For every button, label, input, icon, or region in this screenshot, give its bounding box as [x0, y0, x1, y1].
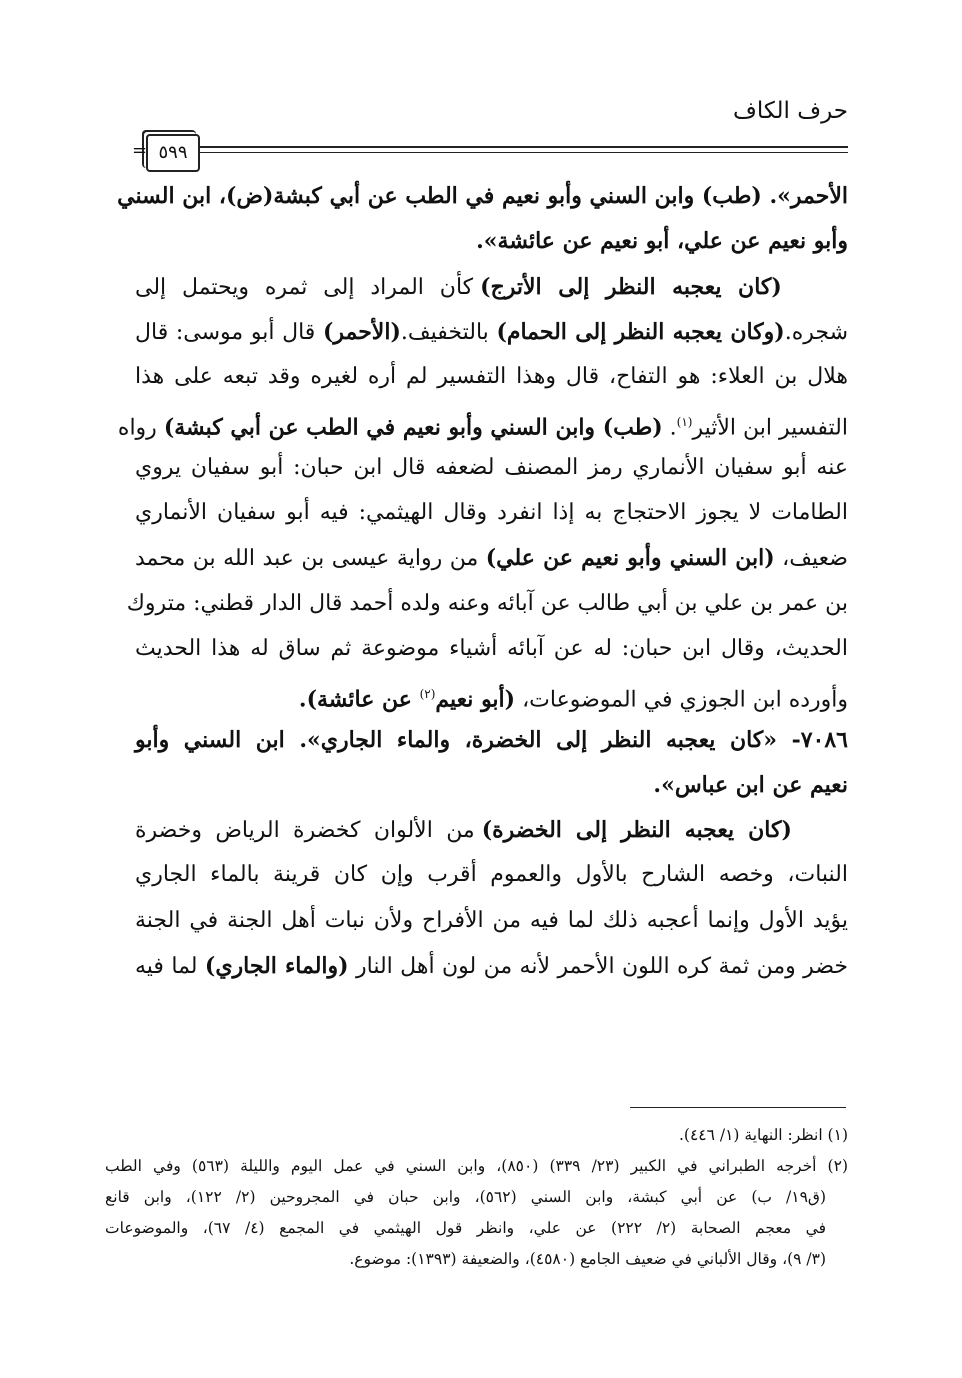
text-line: [135, 538, 848, 583]
footnote-line: (٢) أخرجه الطبراني في الكبير (٢٣/ ٣٣٩) (٨٥٠)، وابن السني في عمل اليوم والليلة (٥٦٣) وفي الطب: [105, 1157, 848, 1175]
footnote-line: في معجم الصحابة (٢/ ٢٢٢) عن علي، وانظر قول الهيثمي في المجمع (٤/ ٦٧)، والموضوعات: [105, 1219, 826, 1237]
text-segment: النبات، وخصه الشارح بالأول والعموم أقرب وإن كان قرينة بالماء الجاري: [135, 862, 848, 888]
bold-text: (والماء الجاري): [204, 953, 349, 980]
text-segment: قال أبو موسى: قال: [135, 319, 323, 345]
text-line: [135, 267, 848, 312]
text-segment: بالتخفيف.: [400, 319, 497, 345]
bold-text: (الأحمر): [322, 318, 401, 345]
text-segment: هلال بن العلاء: هو التفاح، قال وهذا التفسير لم أره لغيره وقد تبعه على هذا: [135, 364, 848, 390]
bold-text: (كان يعجبه النظر إلى الخضرة): [481, 817, 848, 844]
bold-text: (ابن السني وأبو نعيم عن علي): [485, 545, 775, 572]
bold-text: (كان يعجبه النظر إلى الأترج): [480, 273, 848, 300]
body-text: [117, 176, 848, 991]
text-line: [117, 176, 848, 221]
text-line: [126, 584, 848, 629]
text-line: [135, 448, 848, 493]
bold-text: (طب) وابن السني وأبو نعيم في الطب عن أبي كبشة): [163, 414, 663, 441]
bold-text: الأحمر». (طب) وابن السني وأبو نعيم في الطب عن أبي كبشة(ض)، ابن السني: [117, 183, 848, 209]
footnote-ref: (١): [676, 415, 693, 430]
text-segment: التفسير ابن الأثير: [692, 415, 848, 441]
bold-text: ٧٠٨٦- «كان يعجبه النظر إلى الخضرة، والماء الجاري». ابن السني وأبو: [135, 726, 848, 753]
text-line: [135, 629, 848, 674]
footnote-line: (ق١٩/ ب) عن أبي كبشة، وابن السني (٥٦٢)، وابن حبان في المجروحين (٢/ ١٢٢)، وابن قانع: [105, 1188, 826, 1206]
text-segment: من الألوان كخضرة الرياض وخضرة: [135, 818, 482, 844]
footnote-separator: [630, 1107, 846, 1108]
text-line: [135, 855, 848, 900]
text-segment: بن عمر بن علي بن أبي طالب عن آبائه وعنه ولده أحمد قال الدار قطني: متروك: [126, 590, 848, 616]
text-line: [135, 221, 848, 266]
text-line: [135, 674, 848, 719]
header-rule: [200, 146, 848, 148]
bold-text: عن عائشة).: [298, 686, 420, 713]
text-segment: .: [662, 415, 677, 441]
text-line: [135, 765, 848, 810]
text-segment: لما فيه: [135, 954, 205, 980]
text-line: [135, 357, 848, 402]
text-segment: وأورده ابن الجوزي في الموضوعات،: [515, 687, 848, 713]
text-line: [135, 720, 848, 765]
chapter-title: حرف الكاف: [732, 98, 848, 124]
header-rule-thin: [200, 152, 848, 153]
text-line: [135, 946, 848, 991]
text-segment: الحديث، وقال ابن حبان: له عن آبائه أشياء موضوعة ثم ساق له هذا الحديث: [135, 635, 848, 661]
footnote-ref: (٢): [419, 687, 436, 702]
bold-text: وأبو نعيم عن علي، أبو نعيم عن عائشة».: [476, 228, 848, 255]
text-segment: عنه أبو سفيان الأنماري رمز المصنف لضعفه قال ابن حبان: أبو سفيان يروي: [135, 454, 848, 480]
text-line: [135, 312, 848, 357]
text-line: [117, 402, 848, 447]
text-segment: يؤيد الأول وإنما أعجبه ذلك لما فيه من الأفراح ولأن نبات أهل الجنة في الجنة: [135, 907, 848, 933]
footnotes: [105, 1120, 848, 1275]
bold-text: نعيم عن ابن عباس».: [653, 771, 848, 798]
text-line: [135, 493, 848, 538]
text-segment: خضر ومن ثمة كره اللون الأحمر لأنه من لون أهل النار: [348, 954, 848, 980]
bold-text: (أبو نعيم: [435, 686, 516, 713]
header-ornament: =: [132, 140, 148, 161]
page-number: ٥٩٩: [146, 134, 200, 172]
text-segment: الطامات لا يجوز الاحتجاج به إذا انفرد وقال الهيثمي: فيه أبو سفيان الأنماري: [135, 500, 848, 526]
text-segment: رواه: [117, 415, 164, 441]
text-segment: ضعيف،: [774, 546, 848, 572]
text-segment: كأن المراد إلى ثمره ويحتمل إلى: [135, 274, 481, 300]
bold-text: (وكان يعجبه النظر إلى الحمام): [496, 318, 785, 345]
text-line: [135, 901, 848, 946]
footnote-line: (١) انظر: النهاية (١/ ٤٤٦).: [678, 1126, 848, 1144]
text-segment: شجره.: [784, 319, 848, 345]
text-line: [135, 810, 848, 855]
footnote-line: (٣/ ٩)، وقال الألباني في ضعيف الجامع (٤٥٨٠)، والضعيفة (١٣٩٣): موضوع.: [349, 1250, 826, 1268]
text-segment: من رواية عيسى بن عبد الله بن محمد: [135, 546, 486, 572]
